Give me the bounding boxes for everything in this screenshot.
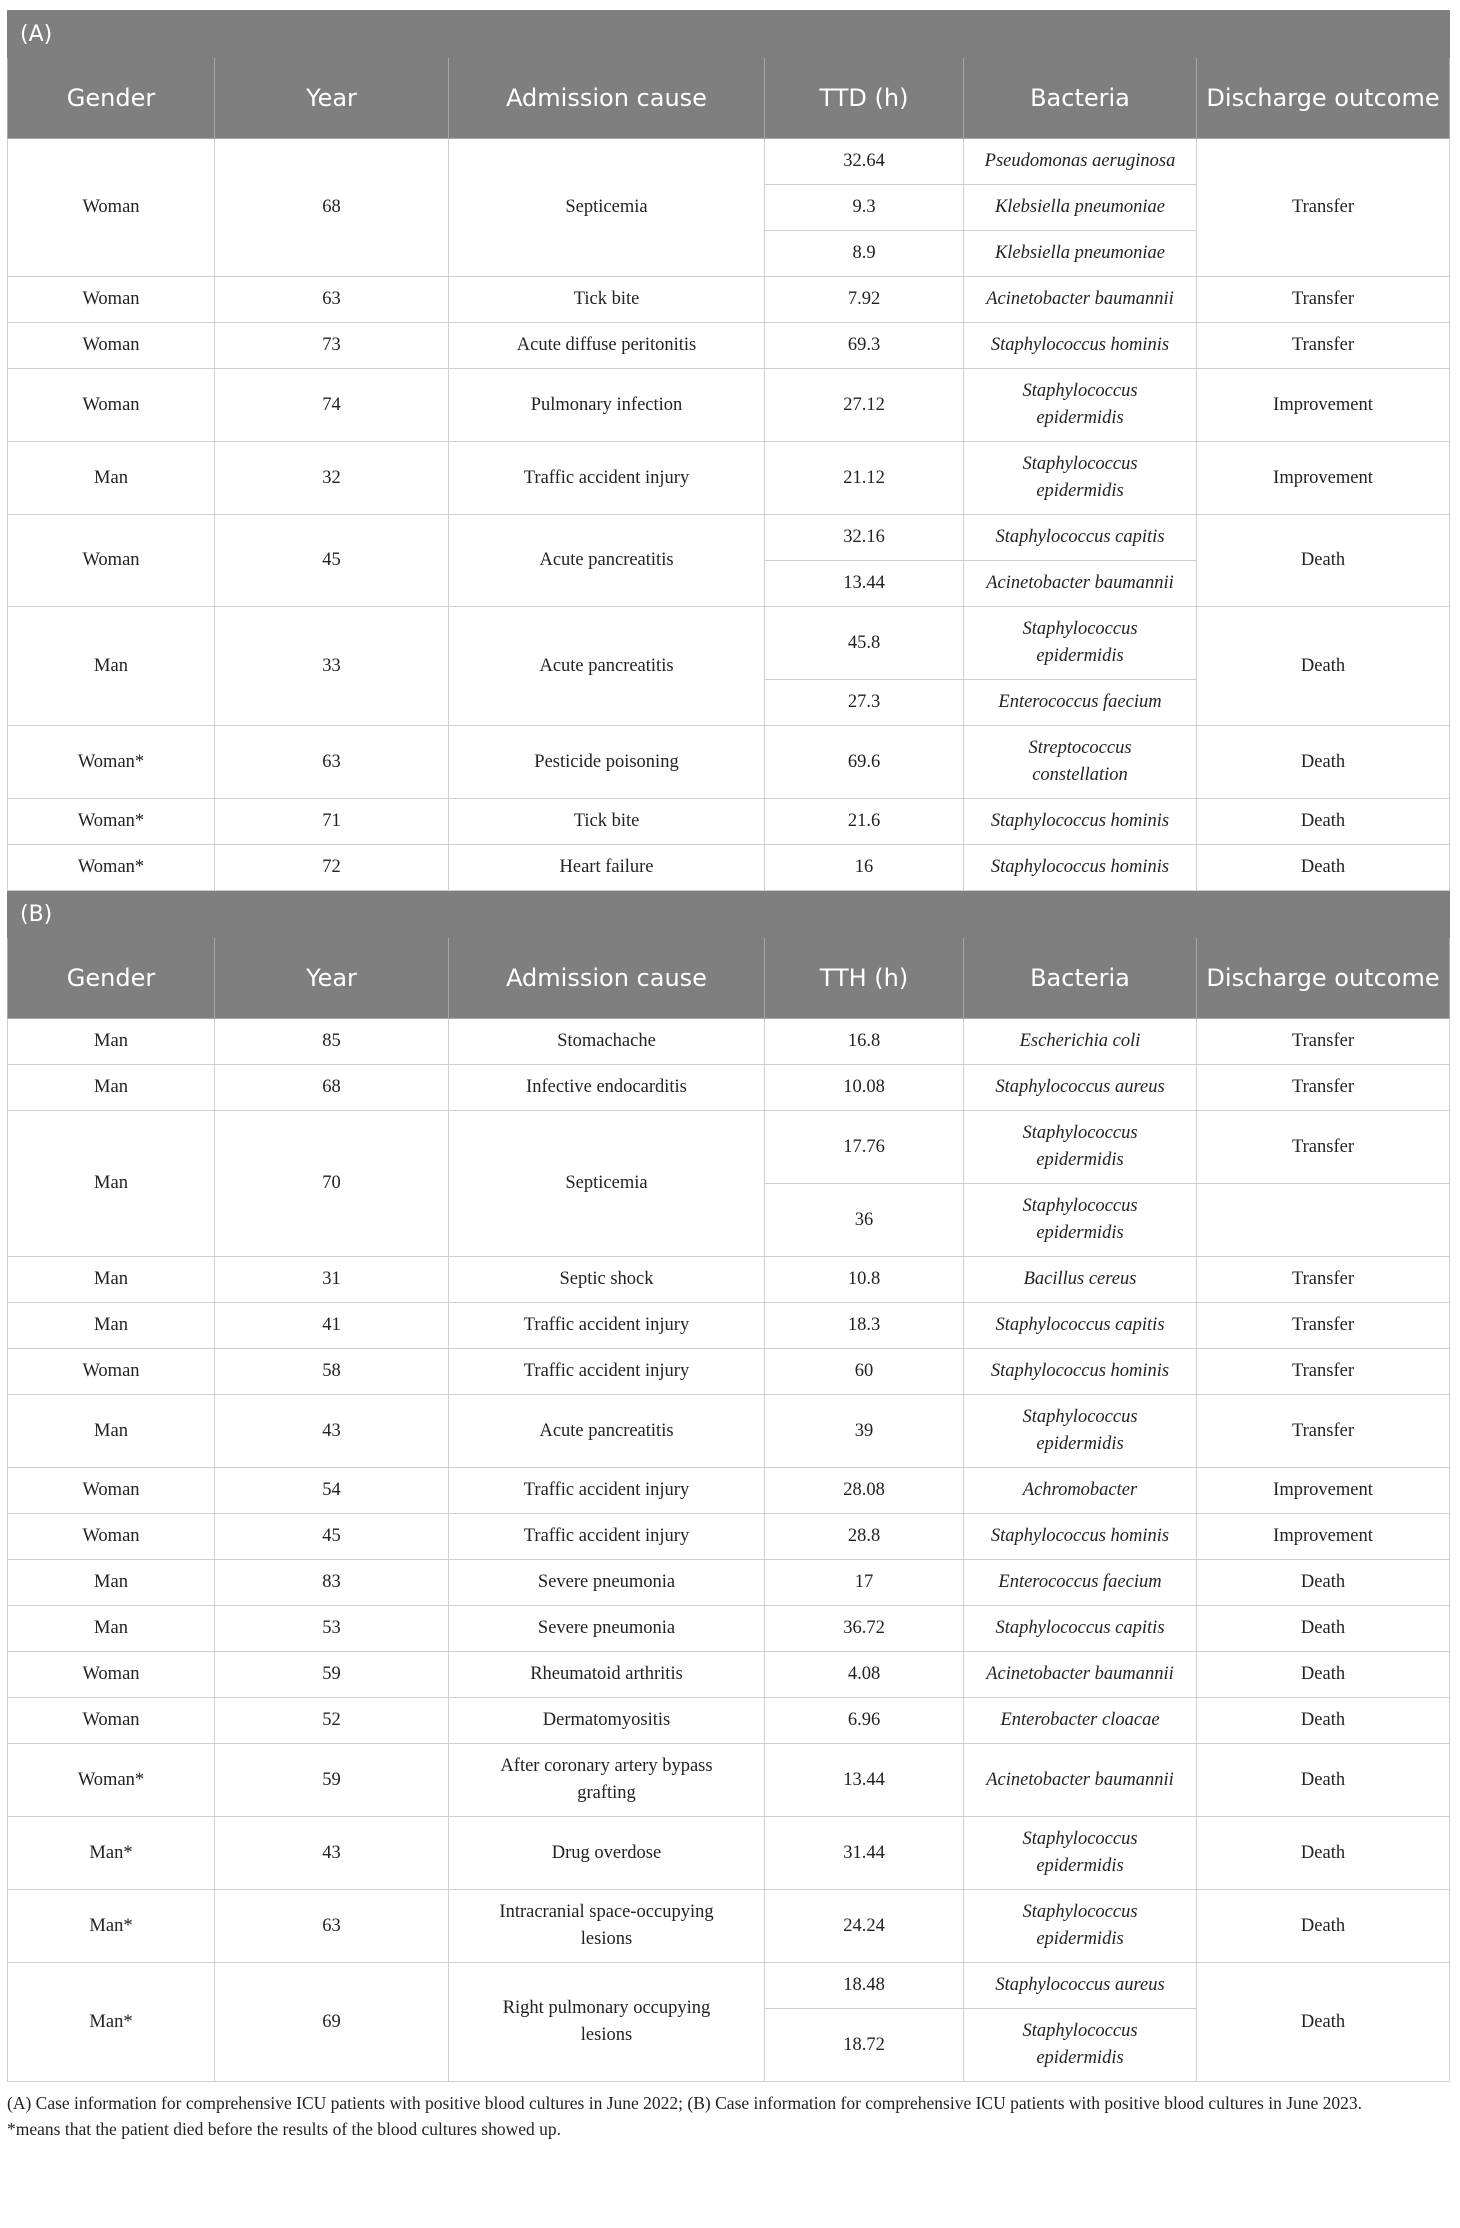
discharge-outcome-cell: Death [1197,1698,1450,1744]
admission-cause-cell-text: Rheumatoid arthritis [530,1664,683,1684]
admission-cause-cell-text: Intracranial space-occupying lesions [499,1902,714,1949]
table-row [8,1257,1450,1303]
table-row [8,323,1450,369]
gender-cell: Man [8,607,215,726]
time-cell: 31.44 [765,1817,964,1890]
discharge-outcome-cell: Death [1197,1560,1450,1606]
discharge-outcome-cell: Transfer [1197,1111,1450,1184]
table-row [8,515,1450,561]
admission-cause-cell-text: Tick bite [573,289,640,309]
admission-cause-cell-text: Heart failure [559,857,654,877]
bacteria-cell-text: Staphylococcus hominis [990,1361,1170,1381]
admission-cause-cell-text: After coronary artery bypass grafting [500,1756,713,1803]
admission-cause-cell [449,1395,765,1468]
year-cell: 45 [215,515,449,607]
time-cell: 16 [765,845,964,891]
admission-cause-cell [449,1890,765,1963]
admission-cause-cell [449,1303,765,1349]
admission-cause-cell-text: Septicemia [565,197,648,217]
gender-cell: Man [8,1257,215,1303]
admission-cause-cell-text: Acute pancreatitis [539,550,674,570]
time-cell: 21.6 [765,799,964,845]
year-cell: 68 [215,139,449,277]
time-cell: 10.8 [765,1257,964,1303]
bacteria-cell [964,1468,1197,1514]
bacteria-cell-text: Staphylococcus hominis [990,811,1170,831]
discharge-outcome-cell: Death [1197,726,1450,799]
bacteria-cell [964,726,1197,799]
admission-cause-cell-text: Severe pneumonia [537,1572,676,1592]
time-cell: 24.24 [765,1890,964,1963]
discharge-outcome-cell: Death [1197,607,1450,726]
time-cell: 36.72 [765,1606,964,1652]
bacteria-cell-text: Achromobacter [1022,1480,1138,1500]
bacteria-cell-text: Acinetobacter baumannii [986,1664,1174,1684]
time-cell: 16.8 [765,1019,964,1065]
gender-cell: Man [8,442,215,515]
bacteria-cell-text: Enterobacter cloacae [1000,1710,1160,1730]
year-cell: 54 [215,1468,449,1514]
admission-cause-cell [449,1257,765,1303]
bacteria-cell [964,1698,1197,1744]
discharge-outcome-cell: Transfer [1197,139,1450,277]
gender-cell: Man* [8,1817,215,1890]
time-cell: 69.3 [765,323,964,369]
column-header-admission-cause: Admission cause [449,58,765,139]
gender-cell: Man [8,1606,215,1652]
bacteria-cell [964,1019,1197,1065]
table-row [8,1698,1450,1744]
bacteria-cell [964,231,1197,277]
bacteria-cell [964,680,1197,726]
gender-cell: Woman* [8,726,215,799]
bacteria-cell [964,1349,1197,1395]
time-cell: 27.3 [765,680,964,726]
section-label: (B) [8,891,1450,938]
bacteria-cell [964,799,1197,845]
time-cell: 27.12 [765,369,964,442]
gender-cell: Woman [8,1349,215,1395]
table-row [8,1514,1450,1560]
discharge-outcome-cell: Death [1197,1744,1450,1817]
section-label: (A) [8,11,1450,58]
bacteria-cell-text: Klebsiella pneumoniae [994,243,1166,263]
admission-cause-cell-text: Septicemia [565,1173,648,1193]
discharge-outcome-cell: Transfer [1197,1395,1450,1468]
bacteria-cell-text: Acinetobacter baumannii [986,573,1174,593]
bacteria-cell-text: Staphylococcus epidermidis [1022,1829,1138,1876]
admission-cause-cell [449,1349,765,1395]
bacteria-cell-text: Staphylococcus capitis [995,1618,1165,1638]
bacteria-cell-text: Staphylococcus epidermidis [1022,454,1138,501]
table-row [8,1303,1450,1349]
year-cell: 31 [215,1257,449,1303]
time-cell: 18.72 [765,2009,964,2082]
discharge-outcome-cell: Transfer [1197,1019,1450,1065]
bacteria-cell [964,1606,1197,1652]
year-cell: 70 [215,1111,449,1257]
table-row [8,139,1450,185]
bacteria-cell-text: Streptococcus constellation [1028,738,1132,785]
discharge-outcome-cell: Death [1197,1963,1450,2082]
year-cell: 52 [215,1698,449,1744]
time-cell: 7.92 [765,277,964,323]
column-header-discharge-outcome: Discharge outcome [1197,938,1450,1019]
gender-cell: Man [8,1395,215,1468]
admission-cause-cell-text: Traffic accident injury [523,1526,690,1546]
gender-cell: Woman [8,277,215,323]
year-cell: 58 [215,1349,449,1395]
bacteria-cell [964,1514,1197,1560]
admission-cause-cell [449,277,765,323]
gender-cell: Man* [8,1890,215,1963]
admission-cause-cell [449,1698,765,1744]
admission-cause-cell [449,607,765,726]
time-cell: 8.9 [765,231,964,277]
gender-cell: Man [8,1065,215,1111]
admission-cause-cell-text: Traffic accident injury [523,467,690,488]
gender-cell: Woman* [8,799,215,845]
year-cell: 68 [215,1065,449,1111]
bacteria-cell-text: Acinetobacter baumannii [986,1769,1174,1790]
time-cell: 18.3 [765,1303,964,1349]
bacteria-cell-text: Enterococcus faecium [998,692,1162,712]
bacteria-cell-text: Staphylococcus aureus [995,1975,1165,1995]
table-row [8,277,1450,323]
discharge-outcome-cell: Transfer [1197,277,1450,323]
section-label-row [8,891,1450,938]
bacteria-cell [964,1303,1197,1349]
admission-cause-cell-text: Right pulmonary occupying lesions [502,1998,711,2045]
gender-cell: Woman [8,515,215,607]
year-cell: 63 [215,1890,449,1963]
admission-cause-cell-text: Acute diffuse peritonitis [516,335,697,355]
time-cell: 17 [765,1560,964,1606]
time-cell: 17.76 [765,1111,964,1184]
case-table [7,10,1450,2082]
admission-cause-cell [449,1817,765,1890]
admission-cause-cell-text: Traffic accident injury [523,1315,690,1335]
bacteria-cell-text: Staphylococcus epidermidis [1022,1196,1138,1243]
time-cell: 28.08 [765,1468,964,1514]
time-cell: 32.16 [765,515,964,561]
admission-cause-cell-text: Infective endocarditis [526,1077,687,1097]
admission-cause-cell [449,1019,765,1065]
table-row [8,845,1450,891]
bacteria-cell-text: Staphylococcus epidermidis [1022,1407,1138,1454]
bacteria-cell [964,561,1197,607]
admission-cause-cell [449,1744,765,1817]
column-header-bacteria: Bacteria [964,58,1197,139]
discharge-outcome-cell: Improvement [1197,369,1450,442]
time-cell: 4.08 [765,1652,964,1698]
admission-cause-cell-text: Dermatomyositis [542,1710,671,1730]
admission-cause-cell-text: Pulmonary infection [530,394,683,415]
discharge-outcome-cell: Death [1197,515,1450,607]
table-row [8,607,1450,680]
discharge-outcome-cell: Transfer [1197,323,1450,369]
bacteria-cell [964,1652,1197,1698]
column-header-year: Year [215,938,449,1019]
discharge-outcome-cell [1197,1184,1450,1257]
bacteria-cell [964,845,1197,891]
table-row [8,369,1450,442]
gender-cell: Woman [8,1652,215,1698]
discharge-outcome-cell: Transfer [1197,1349,1450,1395]
bacteria-cell [964,1395,1197,1468]
year-cell: 72 [215,845,449,891]
bacteria-cell [964,277,1197,323]
year-cell: 71 [215,799,449,845]
time-cell: 6.96 [765,1698,964,1744]
bacteria-cell [964,1890,1197,1963]
discharge-outcome-cell: Transfer [1197,1257,1450,1303]
column-header-gender: Gender [8,58,215,139]
column-header-time-to-detection: TTH (h) [765,938,964,1019]
bacteria-cell-text: Staphylococcus epidermidis [1022,1902,1138,1949]
bacteria-cell-text: Pseudomonas aeruginosa [984,151,1176,171]
table-row [8,1019,1450,1065]
table-row [8,1468,1450,1514]
gender-cell: Woman* [8,845,215,891]
gender-cell: Woman [8,139,215,277]
admission-cause-cell-text: Acute pancreatitis [539,655,674,676]
admission-cause-cell [449,1652,765,1698]
admission-cause-cell [449,1963,765,2082]
year-cell: 32 [215,442,449,515]
footnote-sections: (A) Case information for comprehensive ICU patients with positive blood cultures in June 2022; (B) Case information for comprehensive ICU patients with positive blood cultures in June 2023. [7,2093,1363,2113]
admission-cause-cell [449,1560,765,1606]
admission-cause-cell [449,442,765,515]
bacteria-cell [964,1257,1197,1303]
bacteria-cell [964,1560,1197,1606]
bacteria-cell [964,369,1197,442]
bacteria-cell-text: Staphylococcus epidermidis [1022,2021,1138,2068]
year-cell: 74 [215,369,449,442]
gender-cell: Woman [8,1514,215,1560]
year-cell: 33 [215,607,449,726]
time-cell: 18.48 [765,1963,964,2009]
admission-cause-cell-text: Pesticide poisoning [534,751,679,772]
gender-cell: Man* [8,1963,215,2082]
bacteria-cell [964,1065,1197,1111]
gender-cell: Woman [8,323,215,369]
gender-cell: Man [8,1019,215,1065]
time-cell: 45.8 [765,607,964,680]
bacteria-cell [964,442,1197,515]
admission-cause-cell-text: Severe pneumonia [537,1618,676,1638]
time-cell: 9.3 [765,185,964,231]
table-row [8,1395,1450,1468]
admission-cause-cell [449,799,765,845]
column-header-discharge-outcome: Discharge outcome [1197,58,1450,139]
footnote-asterisk: *means that the patient died before the results of the blood cultures showed up. [7,2119,562,2139]
bacteria-cell-text: Escherichia coli [1019,1031,1141,1051]
discharge-outcome-cell: Transfer [1197,1065,1450,1111]
table-row [8,726,1450,799]
discharge-outcome-cell: Death [1197,1606,1450,1652]
bacteria-cell [964,607,1197,680]
table-row [8,442,1450,515]
discharge-outcome-cell: Death [1197,799,1450,845]
table-row [8,1065,1450,1111]
bacteria-cell [964,323,1197,369]
column-header-row [8,58,1450,139]
admission-cause-cell [449,845,765,891]
admission-cause-cell-text: Acute pancreatitis [539,1420,674,1441]
table-container [7,10,1449,2142]
bacteria-cell-text: Bacillus cereus [1023,1269,1137,1289]
admission-cause-cell [449,1606,765,1652]
admission-cause-cell [449,1065,765,1111]
gender-cell: Man [8,1303,215,1349]
year-cell: 45 [215,1514,449,1560]
gender-cell: Man [8,1111,215,1257]
gender-cell: Man [8,1560,215,1606]
bacteria-cell [964,515,1197,561]
table-row [8,1890,1450,1963]
year-cell: 59 [215,1652,449,1698]
bacteria-cell-text: Staphylococcus aureus [995,1077,1165,1097]
column-header-time-to-detection: TTD (h) [765,58,964,139]
table-row [8,1349,1450,1395]
year-cell: 43 [215,1395,449,1468]
admission-cause-cell-text: Septic shock [559,1269,654,1289]
discharge-outcome-cell: Improvement [1197,442,1450,515]
bacteria-cell-text: Klebsiella pneumoniae [994,197,1166,217]
time-cell: 10.08 [765,1065,964,1111]
bacteria-cell [964,1963,1197,2009]
bacteria-cell-text: Staphylococcus capitis [995,527,1165,547]
year-cell: 63 [215,277,449,323]
table-row [8,1744,1450,1817]
year-cell: 59 [215,1744,449,1817]
column-header-row [8,938,1450,1019]
table-row [8,1652,1450,1698]
time-cell: 32.64 [765,139,964,185]
gender-cell: Woman* [8,1744,215,1817]
time-cell: 69.6 [765,726,964,799]
gender-cell: Woman [8,1468,215,1514]
time-cell: 36 [765,1184,964,1257]
table-row [8,1606,1450,1652]
time-cell: 13.44 [765,561,964,607]
discharge-outcome-cell: Improvement [1197,1468,1450,1514]
time-cell: 39 [765,1395,964,1468]
admission-cause-cell-text: Traffic accident injury [523,1480,690,1500]
bacteria-cell [964,1184,1197,1257]
year-cell: 43 [215,1817,449,1890]
admission-cause-cell [449,515,765,607]
admission-cause-cell-text: Tick bite [573,811,640,831]
year-cell: 41 [215,1303,449,1349]
bacteria-cell [964,1744,1197,1817]
bacteria-cell-text: Staphylococcus hominis [990,1526,1170,1546]
bacteria-cell [964,1817,1197,1890]
discharge-outcome-cell: Death [1197,1652,1450,1698]
table-row [8,1560,1450,1606]
admission-cause-cell-text: Drug overdose [551,1842,662,1863]
time-cell: 13.44 [765,1744,964,1817]
bacteria-cell-text: Acinetobacter baumannii [986,289,1174,309]
admission-cause-cell-text: Stomachache [557,1031,656,1051]
discharge-outcome-cell: Death [1197,845,1450,891]
year-cell: 85 [215,1019,449,1065]
discharge-outcome-cell: Improvement [1197,1514,1450,1560]
bacteria-cell [964,2009,1197,2082]
bacteria-cell-text: Staphylococcus epidermidis [1022,619,1138,666]
table-row [8,799,1450,845]
table-footnotes [7,2090,1449,2142]
table-row [8,1111,1450,1184]
table-row [8,1963,1450,2009]
time-cell: 28.8 [765,1514,964,1560]
admission-cause-cell [449,1468,765,1514]
bacteria-cell [964,139,1197,185]
column-header-year: Year [215,58,449,139]
column-header-gender: Gender [8,938,215,1019]
bacteria-cell [964,185,1197,231]
year-cell: 73 [215,323,449,369]
column-header-bacteria: Bacteria [964,938,1197,1019]
bacteria-cell-text: Enterococcus faecium [998,1572,1162,1592]
admission-cause-cell [449,726,765,799]
year-cell: 63 [215,726,449,799]
admission-cause-cell [449,139,765,277]
admission-cause-cell-text: Traffic accident injury [523,1361,690,1381]
section-label-row [8,11,1450,58]
admission-cause-cell [449,323,765,369]
gender-cell: Woman [8,369,215,442]
bacteria-cell-text: Staphylococcus epidermidis [1022,1123,1138,1170]
discharge-outcome-cell: Death [1197,1817,1450,1890]
time-cell: 60 [765,1349,964,1395]
admission-cause-cell [449,1111,765,1257]
bacteria-cell-text: Staphylococcus capitis [995,1315,1165,1335]
gender-cell: Woman [8,1698,215,1744]
time-cell: 21.12 [765,442,964,515]
bacteria-cell [964,1111,1197,1184]
discharge-outcome-cell: Transfer [1197,1303,1450,1349]
admission-cause-cell [449,369,765,442]
column-header-admission-cause: Admission cause [449,938,765,1019]
bacteria-cell-text: Staphylococcus hominis [990,335,1170,355]
discharge-outcome-cell: Death [1197,1890,1450,1963]
bacteria-cell-text: Staphylococcus epidermidis [1022,381,1138,428]
year-cell: 83 [215,1560,449,1606]
year-cell: 69 [215,1963,449,2082]
table-row [8,1817,1450,1890]
admission-cause-cell [449,1514,765,1560]
bacteria-cell-text: Staphylococcus hominis [990,857,1170,877]
year-cell: 53 [215,1606,449,1652]
